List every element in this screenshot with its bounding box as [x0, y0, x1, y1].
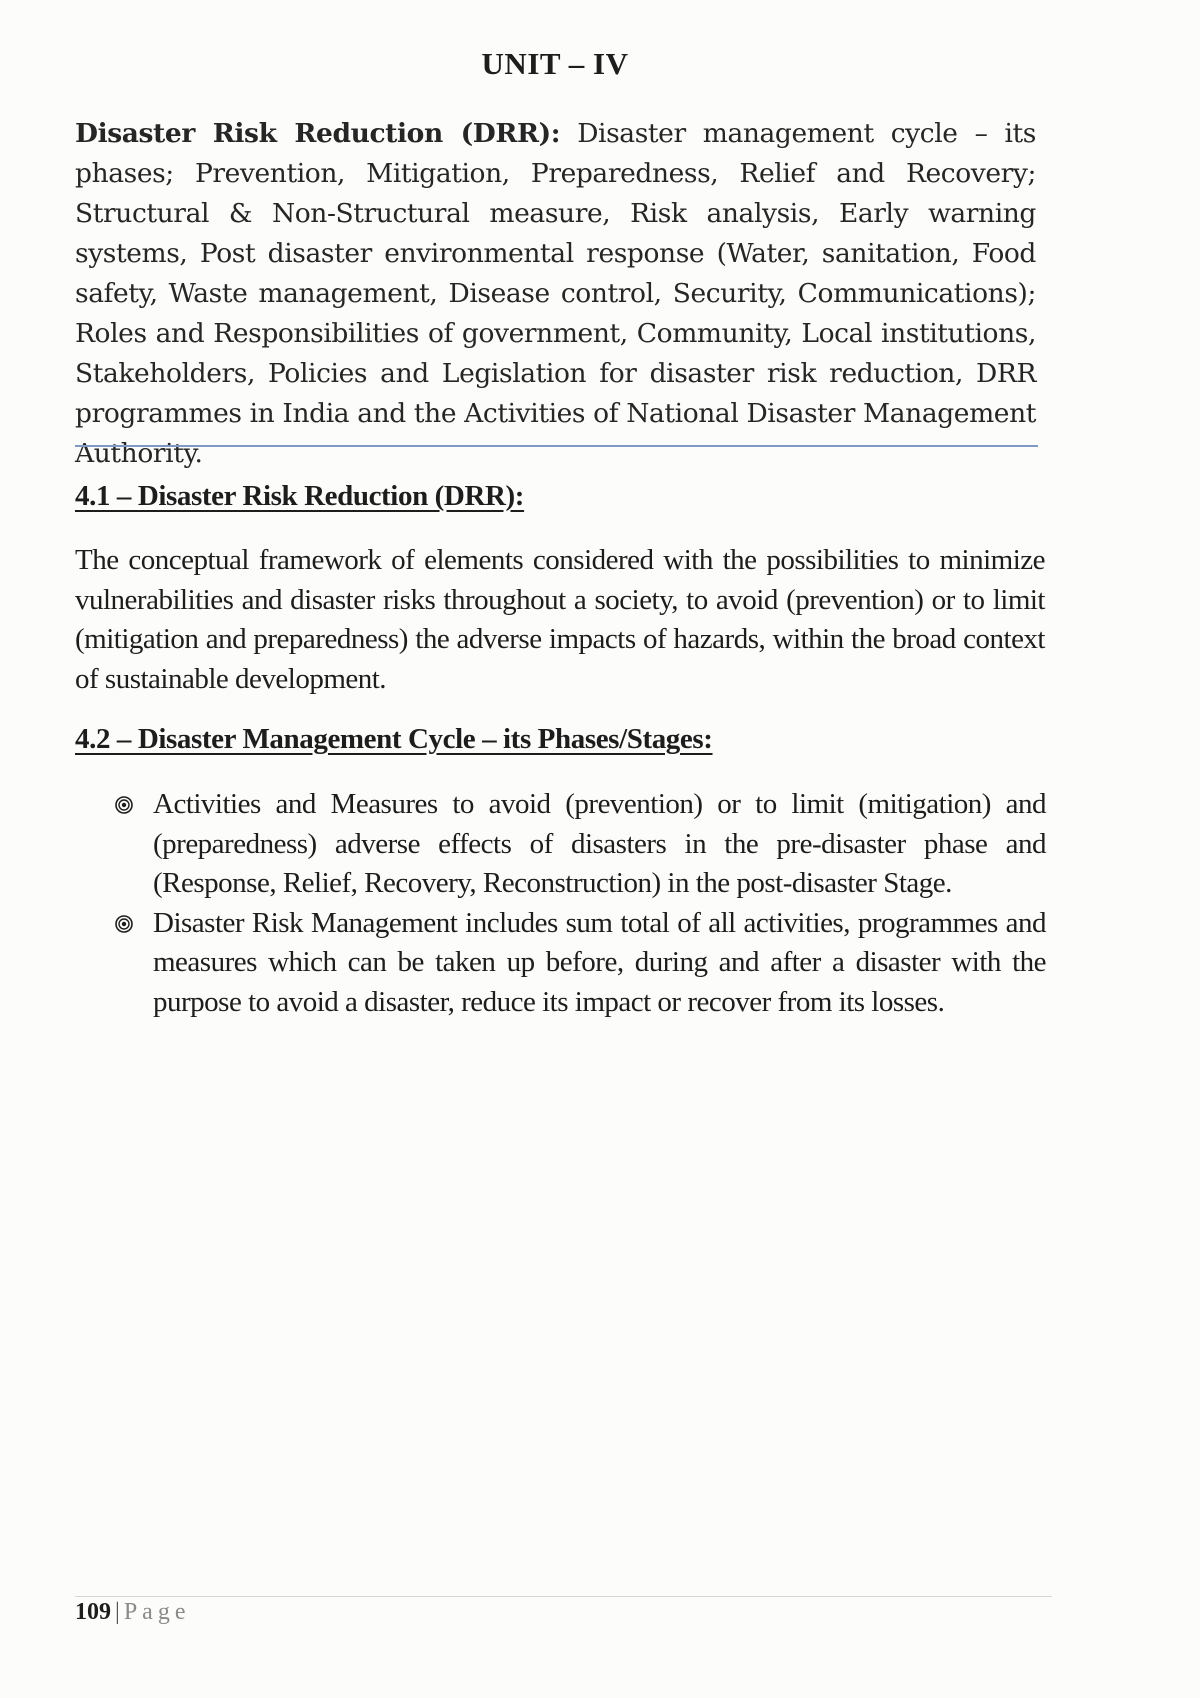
list-item — [115, 785, 1046, 904]
unit-title: UNIT – IV — [481, 46, 629, 81]
page-number: 109 — [75, 1599, 111, 1625]
page-footer — [75, 1597, 190, 1627]
bullet-text: Activities and Measures to avoid (prevention) or to limit (mitigation) and (preparedness) adverse effects of disasters in the pre-disaster phase and (Response, Relief, Recovery, Reconstruction) in the post-disaster Stage. — [153, 788, 1046, 899]
bullet-text: Disaster Risk Management includes sum total of all activities, programmes and measures which can be taken up before, during and after a disaster with the purpose to avoid a disaster, reduce its impact or recover from its losses. — [153, 906, 1046, 1018]
paragraph-4-1: The conceptual framework of elements considered with the possibilities to minimize vulnerabilities and disaster risks throughout a society, to avoid (prevention) or to limit (mitigation and preparedness) the adverse impacts of hazards, within the broad context of sustainable development. — [75, 544, 1045, 695]
target-bullet-icon — [115, 915, 133, 933]
syllabus-lead: Disaster Risk Reduction (DRR): — [75, 118, 561, 149]
footer-rule — [75, 1596, 1052, 1597]
page-label: Page — [123, 1599, 191, 1625]
heading-4-1: 4.1 – Disaster Risk Reduction (DRR): — [75, 480, 525, 512]
section-divider — [75, 445, 1038, 447]
target-bullet-icon — [115, 796, 133, 814]
syllabus-paragraph — [75, 114, 1036, 474]
bullet-list-4-2 — [115, 785, 1046, 1022]
footer-separator: | — [115, 1599, 120, 1625]
heading-4-2: 4.2 – Disaster Management Cycle – its Phases/Stages: — [75, 723, 713, 755]
list-item — [115, 904, 1046, 1023]
syllabus-text: Disaster management cycle – its phases; Prevention, Mitigation, Preparedness, Relief and Recovery; Structural & Non-Structural measure, Risk analysis, Early warning systems, Post disaster environmental response (Water, sanitation, Food safety, Waste management, Disease control, Security, Communications); Roles and Responsibilities of government, Community, Local institutions, Stakeholders, Policies and Legislation for disaster risk reduction, DRR programmes in India and the Activities of National Disaster Management Authority. — [75, 118, 1036, 469]
